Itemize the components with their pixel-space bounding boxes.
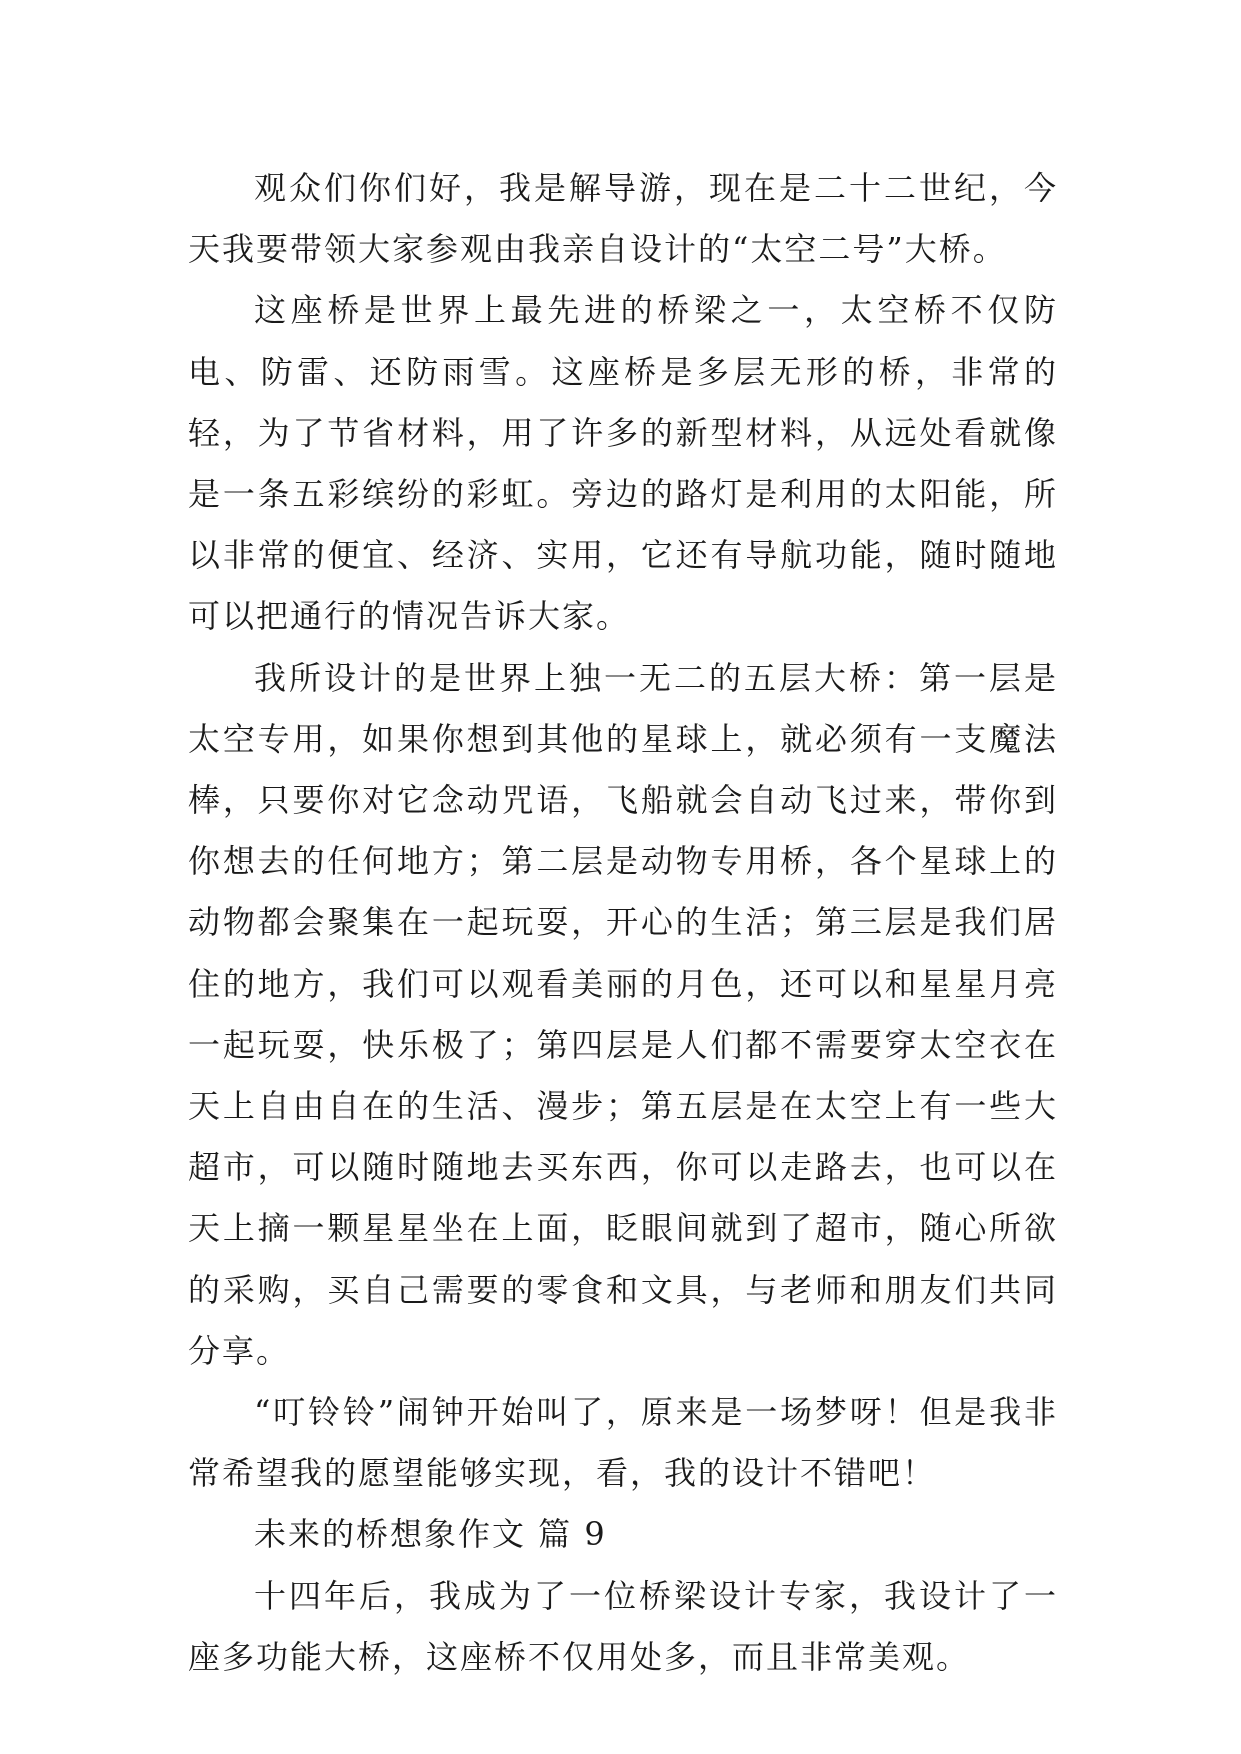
paragraph-bridge-features: 这座桥是世界上最先进的桥梁之一，太空桥不仅防电、防雷、还防雨雪。这座桥是多层无形的桥，非常的轻，为了节省材料，用了许多的新型材料，从远处看就像是一条五彩缤纷的彩虹。旁边的路灯是利用的太阳能，所以非常的便宜、经济、实用，它还有导航功能，随时随地可以把通行的情况告诉大家。 bbox=[188, 291, 1058, 636]
paragraph-five-levels: 我所设计的是世界上独一无二的五层大桥：第一层是太空专用，如果你想到其他的星球上，就必须有一支魔法棒，只要你对它念动咒语，飞船就会自动飞过来，带你到你想去的任何地方；第二层是动物专用桥，各个星球上的动物都会聚集在一起玩耍，开心的生活；第三层是我们居住的地方，我们可以观看美丽的月色，还可以和星星月亮一起玩耍，快乐极了；第四层是人们都不需要穿太空衣在天上自由自在的生活、漫步；第五层是在太空上有一些大超市，可以随时随地去买东西，你可以走路去，也可以在天上摘一颗星星坐在上面，眨眼间就到了超市，随心所欲的采购，买自己需要的零食和文具，与老师和朋友们共同分享。 bbox=[188, 658, 1058, 1370]
paragraph-new-section: 十四年后，我成为了一位桥梁设计专家，我设计了一座多功能大桥，这座桥不仅用处多，而且非常美观。 bbox=[188, 1576, 1058, 1676]
paragraph-dream-ending: “叮铃铃”闹钟开始叫了，原来是一场梦呀！但是我非常希望我的愿望能够实现，看，我的设计不错吧！ bbox=[188, 1393, 1058, 1493]
section-heading: 未来的桥想象作文 篇 9 bbox=[254, 1515, 607, 1554]
document-body bbox=[188, 158, 1058, 1688]
paragraph-intro: 观众们你们好，我是解导游，现在是二十二世纪，今天我要带领大家参观由我亲自设计的“太空二号”大桥。 bbox=[188, 169, 1058, 269]
